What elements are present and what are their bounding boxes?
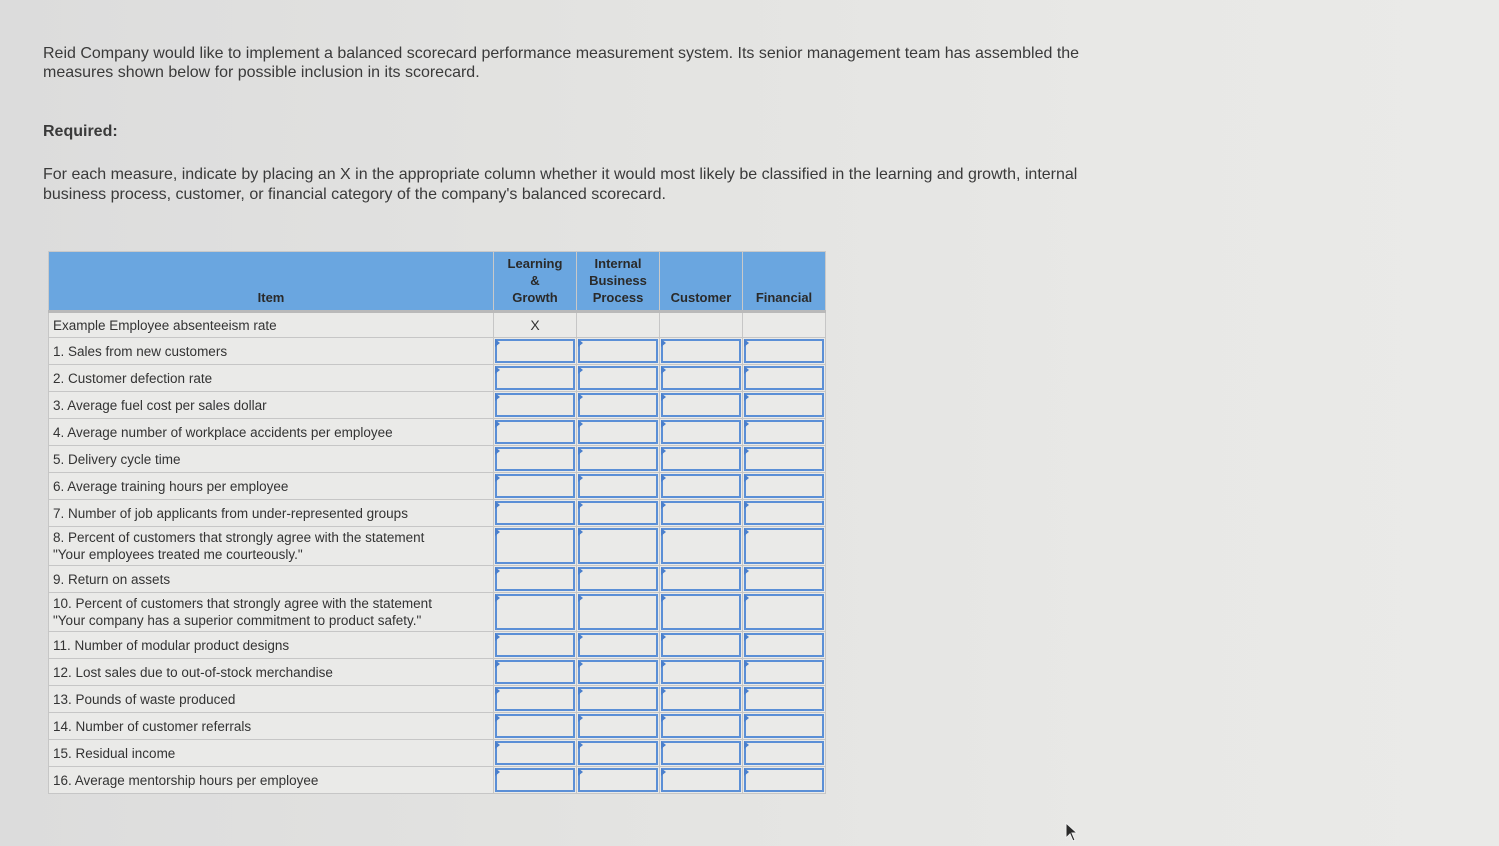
answer-input-financial[interactable] [744, 339, 824, 363]
answer-input-learning-growth[interactable] [495, 768, 575, 792]
example-mark: X [494, 312, 577, 338]
answer-input-financial[interactable] [744, 528, 824, 564]
table-row [49, 473, 826, 500]
column-header-financial: Financial [743, 252, 826, 312]
answer-cell [577, 632, 660, 659]
answer-input-financial[interactable] [744, 594, 824, 630]
answer-cell [494, 419, 577, 446]
answer-cell [494, 659, 577, 686]
answer-input-internal-business-process[interactable] [578, 420, 658, 444]
answer-cell [494, 566, 577, 593]
answer-input-financial[interactable] [744, 567, 824, 591]
answer-input-customer[interactable] [661, 714, 741, 738]
answer-input-financial[interactable] [744, 660, 824, 684]
answer-cell [577, 740, 660, 767]
answer-input-customer[interactable] [661, 594, 741, 630]
answer-input-customer[interactable] [661, 528, 741, 564]
answer-input-internal-business-process[interactable] [578, 447, 658, 471]
measure-item-label: 4. Average number of workplace accidents per employee [49, 419, 494, 446]
column-header-item: Item [49, 252, 494, 312]
answer-cell [494, 767, 577, 794]
measure-item-label: 2. Customer defection rate [49, 365, 494, 392]
answer-cell [577, 338, 660, 365]
answer-input-internal-business-process[interactable] [578, 567, 658, 591]
answer-cell [660, 713, 743, 740]
answer-cell [660, 446, 743, 473]
table-row [49, 713, 826, 740]
answer-cell [577, 500, 660, 527]
measure-item-label: 7. Number of job applicants from under-represented groups [49, 500, 494, 527]
answer-cell [494, 473, 577, 500]
answer-cell [494, 446, 577, 473]
answer-cell [494, 392, 577, 419]
answer-input-learning-growth[interactable] [495, 714, 575, 738]
answer-cell [660, 686, 743, 713]
answer-input-customer[interactable] [661, 447, 741, 471]
answer-input-customer[interactable] [661, 567, 741, 591]
answer-input-learning-growth[interactable] [495, 366, 575, 390]
answer-input-customer[interactable] [661, 741, 741, 765]
column-header-internal-business-process: Internal Business Process [577, 252, 660, 312]
answer-input-financial[interactable] [744, 687, 824, 711]
answer-input-internal-business-process[interactable] [578, 687, 658, 711]
table-row [49, 632, 826, 659]
answer-input-financial[interactable] [744, 741, 824, 765]
answer-cell [577, 659, 660, 686]
answer-input-financial[interactable] [744, 474, 824, 498]
answer-cell [743, 740, 826, 767]
answer-input-learning-growth[interactable] [495, 567, 575, 591]
answer-cell [660, 392, 743, 419]
answer-input-learning-growth[interactable] [495, 393, 575, 417]
answer-cell [660, 419, 743, 446]
answer-cell [494, 713, 577, 740]
answer-input-customer[interactable] [661, 660, 741, 684]
answer-cell [577, 473, 660, 500]
answer-input-learning-growth[interactable] [495, 741, 575, 765]
answer-input-internal-business-process[interactable] [578, 474, 658, 498]
answer-input-internal-business-process[interactable] [578, 633, 658, 657]
problem-intro: Reid Company would like to implement a balanced scorecard performance measurement system. Its senior management team has assembled the measures shown below for possible inclusion in its scorecard. [43, 45, 1080, 81]
answer-input-customer[interactable] [661, 420, 741, 444]
scorecard-table [48, 251, 826, 794]
answer-input-internal-business-process[interactable] [578, 339, 658, 363]
measure-item-label: 15. Residual income [49, 740, 494, 767]
answer-cell [743, 338, 826, 365]
measure-item-label: 9. Return on assets [49, 566, 494, 593]
answer-cell [494, 365, 577, 392]
answer-input-customer[interactable] [661, 501, 741, 525]
table-row [49, 365, 826, 392]
answer-cell [743, 713, 826, 740]
measure-item-label: 16. Average mentorship hours per employee [49, 767, 494, 794]
answer-input-financial[interactable] [744, 366, 824, 390]
example-empty-cell [660, 312, 743, 338]
answer-input-customer[interactable] [661, 339, 741, 363]
answer-input-learning-growth[interactable] [495, 687, 575, 711]
table-header-row [49, 252, 826, 312]
answer-input-internal-business-process[interactable] [578, 768, 658, 792]
answer-input-learning-growth[interactable] [495, 420, 575, 444]
answer-input-customer[interactable] [661, 687, 741, 711]
answer-input-financial[interactable] [744, 393, 824, 417]
answer-input-financial[interactable] [744, 714, 824, 738]
answer-cell [577, 527, 660, 566]
answer-cell [743, 419, 826, 446]
measure-item-label: 13. Pounds of waste produced [49, 686, 494, 713]
answer-cell [743, 593, 826, 632]
measure-item-label: 12. Lost sales due to out-of-stock merchandise [49, 659, 494, 686]
table-row [49, 446, 826, 473]
answer-cell [494, 593, 577, 632]
answer-cell [743, 686, 826, 713]
table-row [49, 338, 826, 365]
answer-input-learning-growth[interactable] [495, 633, 575, 657]
table-row [49, 767, 826, 794]
answer-cell [660, 740, 743, 767]
answer-cell [660, 473, 743, 500]
answer-cell [660, 566, 743, 593]
answer-input-internal-business-process[interactable] [578, 714, 658, 738]
table-row [49, 686, 826, 713]
measure-item-label: 8. Percent of customers that strongly agree with the statement "Your employees treated me courteously." [49, 527, 494, 566]
answer-input-financial[interactable] [744, 633, 824, 657]
answer-input-learning-growth[interactable] [495, 474, 575, 498]
answer-cell [743, 632, 826, 659]
answer-cell [577, 566, 660, 593]
example-empty-cell [577, 312, 660, 338]
answer-input-internal-business-process[interactable] [578, 594, 658, 630]
table-body [49, 312, 826, 794]
answer-input-internal-business-process[interactable] [578, 741, 658, 765]
answer-cell [743, 659, 826, 686]
measure-item-label: 1. Sales from new customers [49, 338, 494, 365]
answer-cell [577, 419, 660, 446]
table-row [49, 740, 826, 767]
measure-item-label: 11. Number of modular product designs [49, 632, 494, 659]
answer-cell [577, 365, 660, 392]
table-row [49, 593, 826, 632]
required-label: Required: [43, 123, 118, 140]
answer-input-learning-growth[interactable] [495, 660, 575, 684]
answer-cell [743, 392, 826, 419]
answer-input-internal-business-process[interactable] [578, 501, 658, 525]
answer-cell [743, 500, 826, 527]
answer-cell [577, 446, 660, 473]
answer-input-internal-business-process[interactable] [578, 660, 658, 684]
example-item-label: Example Employee absenteeism rate [49, 312, 494, 338]
answer-cell [494, 632, 577, 659]
table-row [49, 566, 826, 593]
answer-input-customer[interactable] [661, 768, 741, 792]
answer-input-learning-growth[interactable] [495, 339, 575, 363]
answer-input-financial[interactable] [744, 420, 824, 444]
answer-cell [577, 713, 660, 740]
answer-cell [494, 527, 577, 566]
answer-cell [577, 392, 660, 419]
measure-item-label: 6. Average training hours per employee [49, 473, 494, 500]
answer-input-financial[interactable] [744, 447, 824, 471]
answer-cell [577, 686, 660, 713]
answer-cell [660, 527, 743, 566]
answer-cell [660, 338, 743, 365]
measure-item-label: 5. Delivery cycle time [49, 446, 494, 473]
mouse-pointer-icon [1065, 822, 1079, 842]
answer-input-learning-growth[interactable] [495, 528, 575, 564]
example-empty-cell [743, 312, 826, 338]
answer-cell [494, 740, 577, 767]
measure-item-label: 3. Average fuel cost per sales dollar [49, 392, 494, 419]
answer-cell [660, 365, 743, 392]
table-row [49, 392, 826, 419]
problem-instructions: For each measure, indicate by placing an X in the appropriate column whether it would most likely be classified in the learning and growth, internal business process, customer, or financial category of the company's balanced scorecard. [43, 166, 1078, 203]
answer-cell [743, 566, 826, 593]
answer-input-financial[interactable] [744, 768, 824, 792]
answer-input-financial[interactable] [744, 501, 824, 525]
measure-item-label: 10. Percent of customers that strongly agree with the statement "Your company has a superior commitment to product safety." [49, 593, 494, 632]
answer-cell [660, 659, 743, 686]
answer-input-internal-business-process[interactable] [578, 528, 658, 564]
answer-cell [660, 500, 743, 527]
answer-cell [743, 767, 826, 794]
table-row [49, 500, 826, 527]
answer-input-internal-business-process[interactable] [578, 393, 658, 417]
measure-item-label: 14. Number of customer referrals [49, 713, 494, 740]
answer-cell [660, 632, 743, 659]
answer-cell [743, 446, 826, 473]
answer-cell [494, 686, 577, 713]
table-row [49, 527, 826, 566]
answer-input-learning-growth[interactable] [495, 447, 575, 471]
example-row [49, 312, 826, 338]
answer-input-learning-growth[interactable] [495, 594, 575, 630]
answer-cell [577, 767, 660, 794]
answer-cell [743, 365, 826, 392]
answer-cell [660, 593, 743, 632]
answer-cell [660, 767, 743, 794]
table-row [49, 419, 826, 446]
table-row [49, 659, 826, 686]
answer-cell [494, 338, 577, 365]
answer-input-learning-growth[interactable] [495, 501, 575, 525]
column-header-customer: Customer [660, 252, 743, 312]
answer-input-customer[interactable] [661, 393, 741, 417]
answer-cell [743, 527, 826, 566]
answer-cell [743, 473, 826, 500]
answer-input-customer[interactable] [661, 474, 741, 498]
answer-input-internal-business-process[interactable] [578, 366, 658, 390]
answer-input-customer[interactable] [661, 633, 741, 657]
column-header-learning-growth: Learning & Growth [494, 252, 577, 312]
answer-input-customer[interactable] [661, 366, 741, 390]
answer-cell [577, 593, 660, 632]
answer-cell [494, 500, 577, 527]
